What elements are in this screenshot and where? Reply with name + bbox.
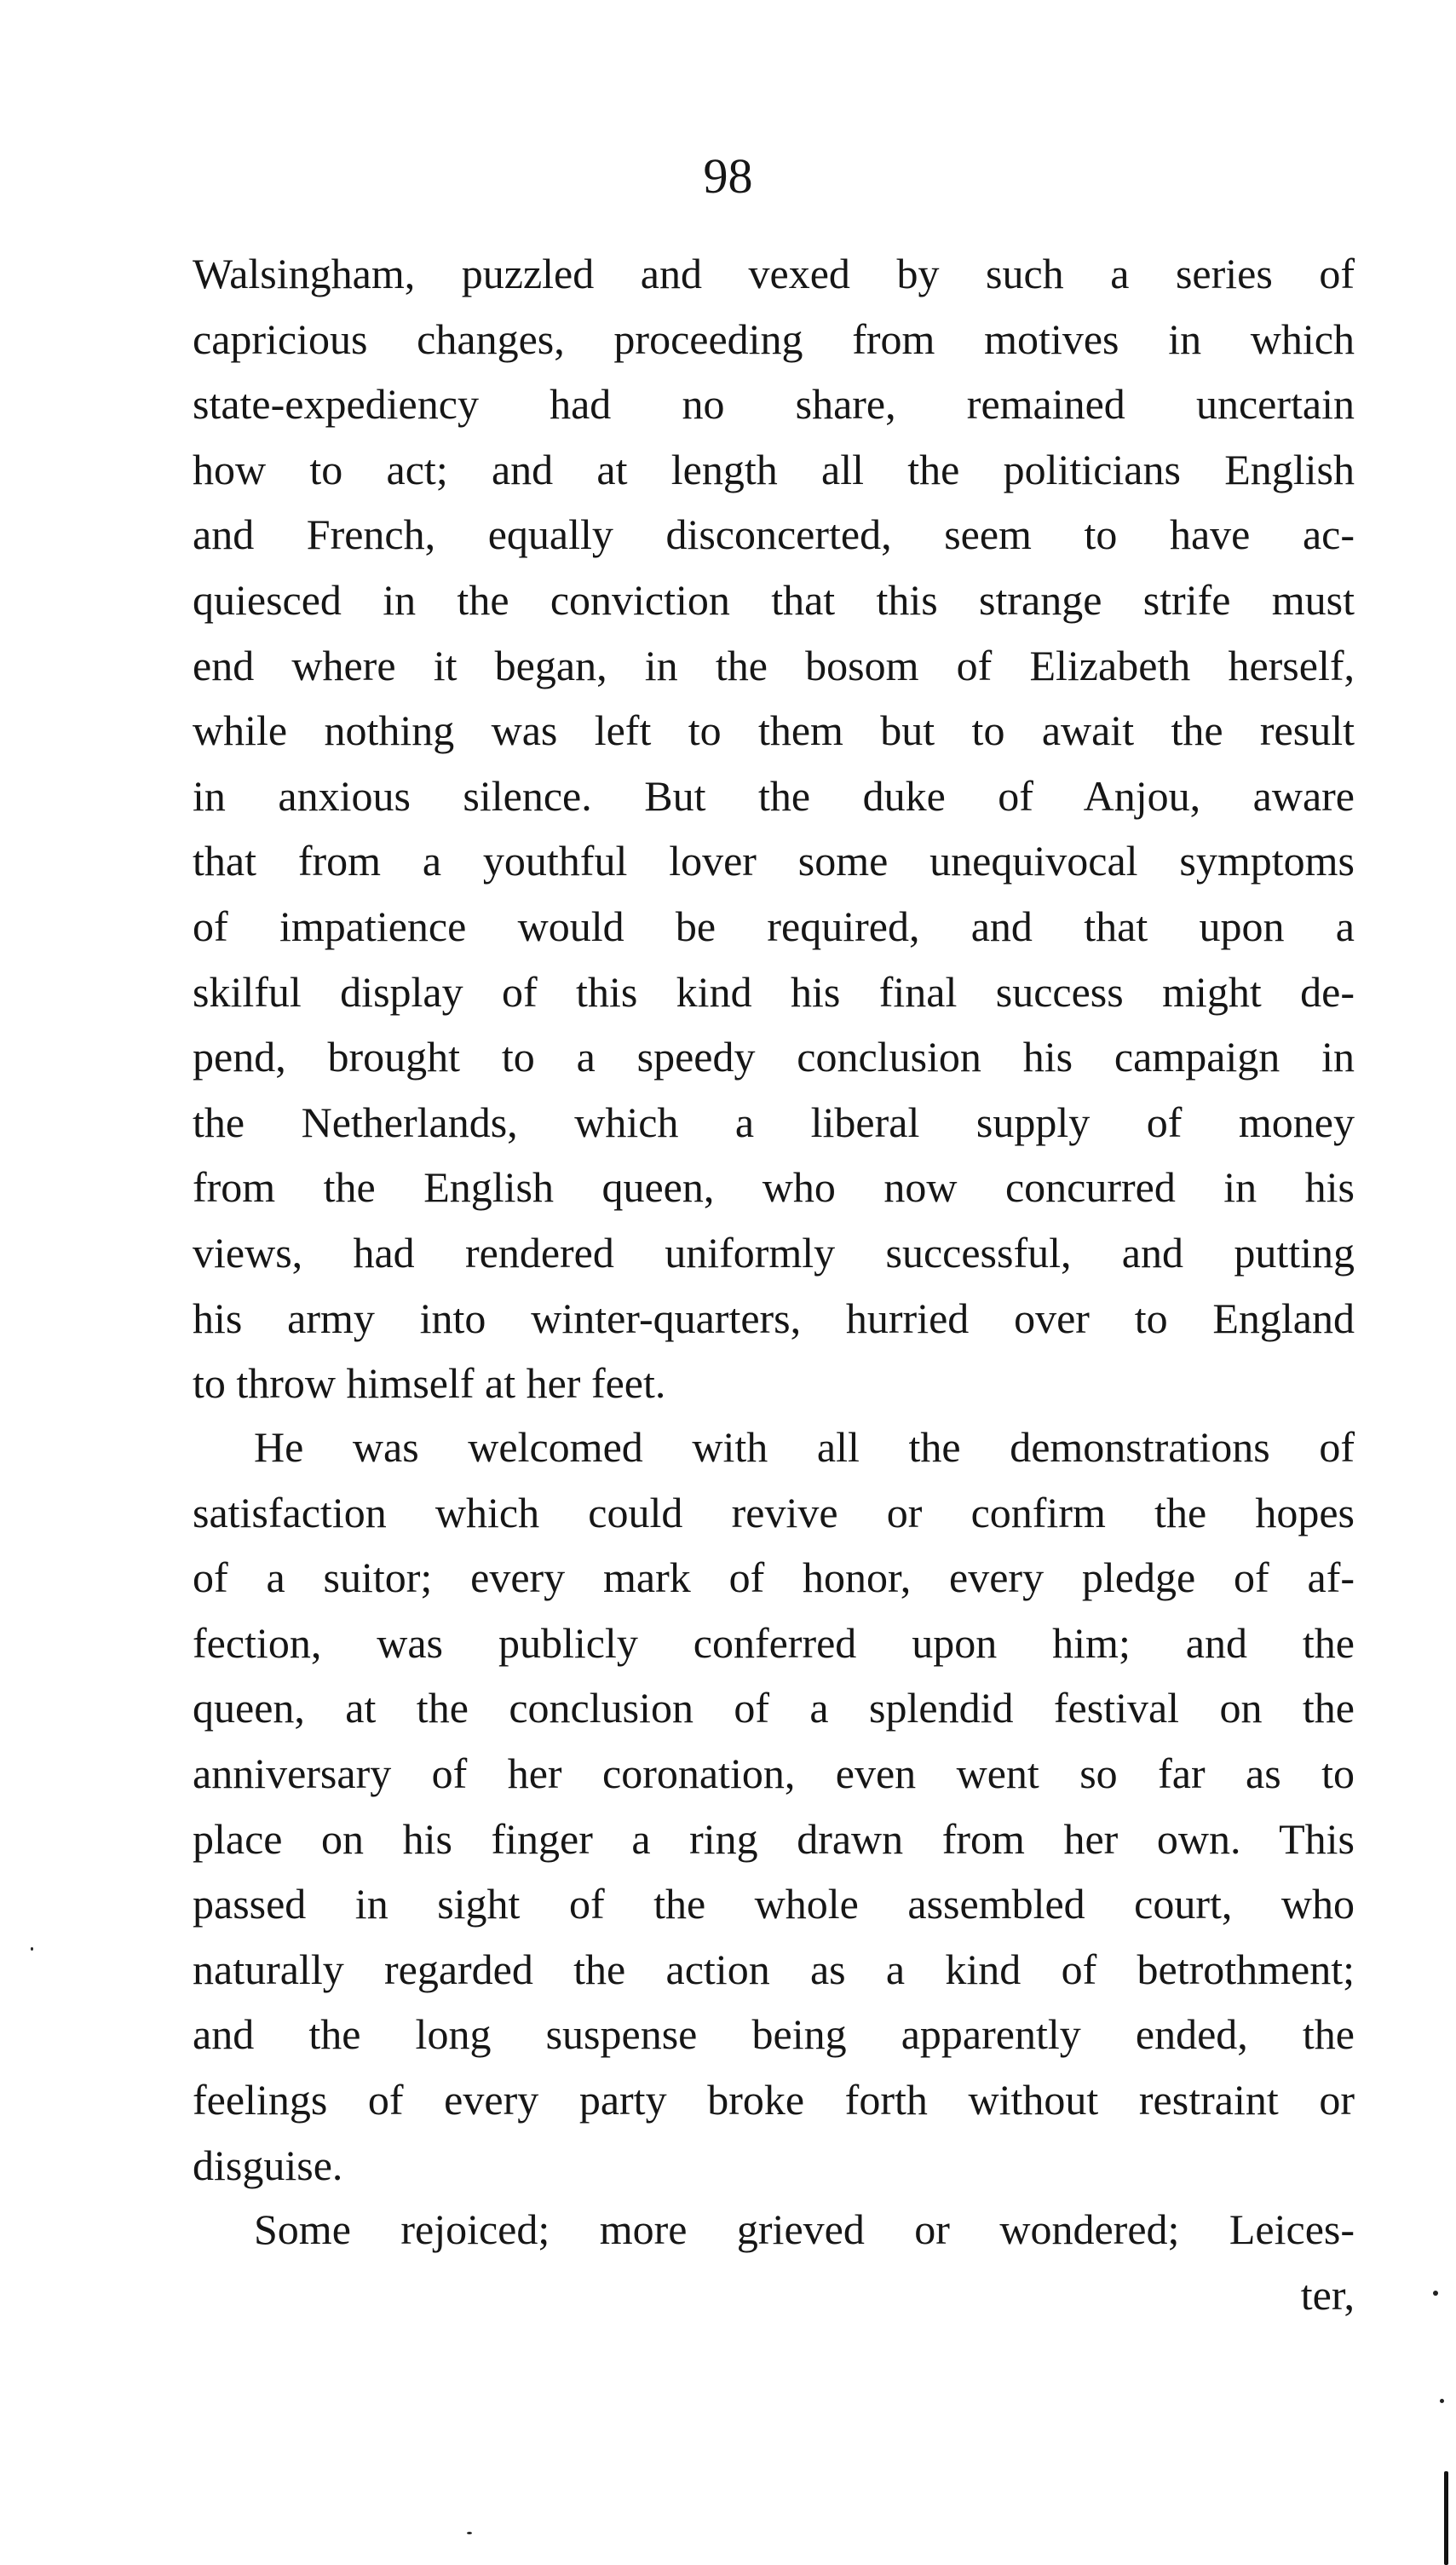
text-line: anniversary of her coronation, even went so far as to: [193, 1749, 1355, 1797]
paragraph-2: [193, 1415, 1355, 2198]
text-line: the Netherlands, which a liberal supply of money: [193, 1098, 1355, 1146]
text-line: skilful display of this kind his final success might de-: [193, 967, 1355, 1016]
text-line: He was welcomed with all the demonstrations of: [254, 1423, 1355, 1471]
text-line: passed in sight of the whole assembled court, who: [193, 1880, 1355, 1928]
page-edge-mark: [1444, 2471, 1448, 2565]
scan-speck: [31, 1947, 33, 1951]
text-line: in anxious silence. But the duke of Anjou, aware: [193, 771, 1355, 820]
text-line: his army into winter-quarters, hurried over to England: [193, 1294, 1355, 1342]
text-line: and French, equally disconcerted, seem to have ac-: [193, 510, 1355, 559]
text-line: queen, at the conclusion of a splendid festival on the: [193, 1684, 1355, 1732]
text-line: of a suitor; every mark of honor, every pledge of af-: [193, 1553, 1355, 1602]
text-line: from the English queen, who now concurred in his: [193, 1163, 1355, 1212]
scan-speck: [1433, 2291, 1438, 2296]
paragraph-3: [193, 2197, 1355, 2327]
text-line: naturally regarded the action as a kind of betrothment;: [193, 1945, 1355, 1993]
page-number: 98: [703, 148, 753, 204]
text-line: how to act; and at length all the politicians English: [193, 445, 1355, 493]
text-line: to throw himself at her feet.: [193, 1359, 666, 1408]
text-line: Some rejoiced; more grieved or wondered; Leices-: [254, 2205, 1355, 2253]
text-line: quiesced in the conviction that this strange strife must: [193, 575, 1355, 624]
text-line: satisfaction which could revive or confirm the hopes: [193, 1488, 1355, 1536]
text-line: capricious changes, proceeding from motives in which: [193, 314, 1355, 363]
text-line: while nothing was left to them but to await the result: [193, 706, 1355, 755]
scan-speck: [1440, 2399, 1444, 2403]
text-line: end where it began, in the bosom of Elizabeth herself,: [193, 641, 1355, 689]
scan-speck: [467, 2532, 472, 2534]
text-line: and the long suspense being apparently ended, the: [193, 2010, 1355, 2059]
text-line: place on his finger a ring drawn from her own. This: [193, 1814, 1355, 1863]
text-line: fection, was publicly conferred upon him; and the: [193, 1618, 1355, 1667]
text-line: views, had rendered uniformly successful, and putting: [193, 1228, 1355, 1277]
text-line: disguise.: [193, 2141, 343, 2189]
text-line: state-expediency had no share, remained uncertain: [193, 380, 1355, 429]
paragraph-1: [193, 241, 1355, 1416]
text-line: Walsingham, puzzled and vexed by such a series of: [193, 250, 1355, 297]
catchword: ter,: [1300, 2270, 1355, 2319]
text-line: of impatience would be required, and that upon a: [193, 902, 1355, 950]
text-line: that from a youthful lover some unequivocal symptoms: [193, 837, 1355, 885]
text-line: feelings of every party broke forth without restraint or: [193, 2075, 1355, 2124]
text-line: pend, brought to a speedy conclusion his campaign in: [193, 1033, 1355, 1081]
